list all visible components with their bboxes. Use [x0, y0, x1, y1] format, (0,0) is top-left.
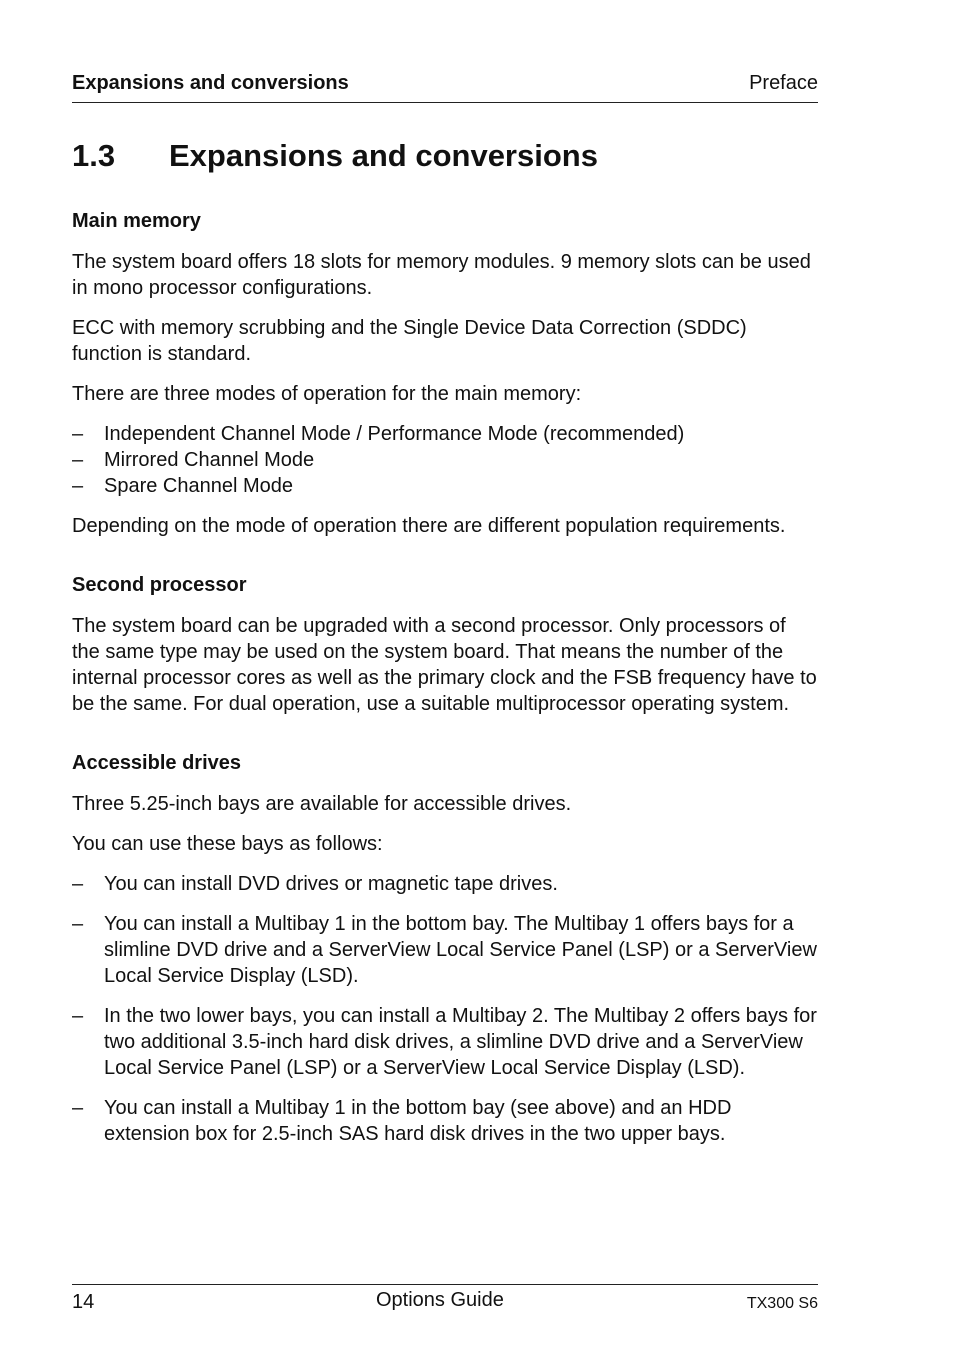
header-chapter-title: Expansions and conversions	[72, 72, 349, 94]
second-processor-paragraph: The system board can be upgraded with a second processor. Only processors of the same type may be used on the system board. That means the number of the internal processor cores as well as the primary clock and the FSB frequency have to be the same. For dual operation, use a suitable multiprocessor operating system.	[72, 615, 817, 715]
running-header	[72, 72, 818, 103]
main-memory-heading: Main memory	[72, 210, 201, 232]
guide-title: Options Guide	[376, 1289, 504, 1311]
list-item: – Independent Channel Mode / Performance Mode (recommended)	[72, 421, 818, 447]
accessible-drives-heading: Accessible drives	[72, 752, 241, 774]
memory-modes-list	[72, 421, 818, 499]
main-memory-paragraph: The system board offers 18 slots for memory modules. 9 memory slots can be used in mono processor configurations.	[72, 251, 811, 299]
main-memory-paragraph: Depending on the mode of operation there are different population requirements.	[72, 515, 786, 537]
spacer	[72, 553, 818, 571]
document-page	[72, 0, 818, 1349]
second-processor-heading: Second processor	[72, 574, 247, 596]
accessible-drives-paragraph: Three 5.25-inch bays are available for accessible drives.	[72, 793, 572, 815]
page-content	[72, 207, 818, 1161]
header-section-name: Preface	[749, 72, 818, 94]
page-number: 14	[72, 1291, 95, 1313]
section-number: 1.3	[72, 138, 116, 173]
list-item: – You can install DVD drives or magnetic tape drives.	[72, 871, 818, 897]
running-footer	[72, 1284, 818, 1325]
main-memory-paragraph: There are three modes of operation for the main memory:	[72, 383, 582, 405]
product-model: TX300 S6	[746, 1295, 818, 1312]
list-item: – You can install a Multibay 1 in the bottom bay. The Multibay 1 offers bays for a slimline DVD drive and a ServerView Local Service Panel (LSP) or a ServerView Local Service Display (LSD).	[72, 911, 818, 989]
bay-usage-list	[72, 871, 818, 1147]
list-item: – Mirrored Channel Mode	[72, 447, 818, 473]
main-memory-paragraph: ECC with memory scrubbing and the Single Device Data Correction (SDDC) function is standard.	[72, 317, 747, 365]
section-title-text: Expansions and conversions	[169, 138, 598, 173]
spacer	[72, 731, 818, 749]
section-title	[72, 138, 598, 174]
accessible-drives-paragraph: You can use these bays as follows:	[72, 833, 383, 855]
list-item: – In the two lower bays, you can install a Multibay 2. The Multibay 2 offers bays for two additional 3.5-inch hard disk drives, a slimline DVD drive and a ServerView Local Service Panel (LSP) or a ServerView Local Service Display (LSD).	[72, 1003, 818, 1081]
list-item: – Spare Channel Mode	[72, 473, 818, 499]
list-item: – You can install a Multibay 1 in the bottom bay (see above) and an HDD extension box for 2.5-inch SAS hard disk drives in the two upper bays.	[72, 1095, 818, 1147]
